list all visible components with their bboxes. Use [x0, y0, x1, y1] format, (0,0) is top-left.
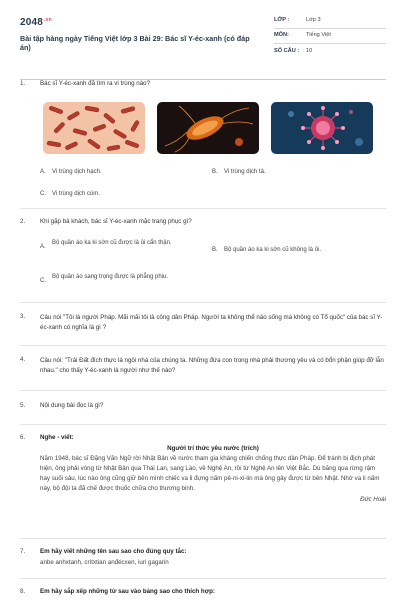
- meta-label: SỐ CÂU :: [274, 47, 300, 54]
- question-3: [20, 313, 386, 333]
- meta-value: 10: [306, 47, 313, 54]
- question-8: [20, 588, 386, 596]
- option-text: Vi trùng dịch cúm.: [52, 191, 100, 197]
- site-logo[interactable]: [20, 16, 252, 30]
- meta-label: MÔN:: [274, 32, 289, 39]
- question-7: [20, 548, 386, 556]
- option-letter: B.: [212, 247, 218, 253]
- question-text: Nội dung bài đọc là gì?: [40, 402, 104, 409]
- divider: [20, 208, 386, 209]
- passage-body: Năm 1948, bác sĩ Đặng Văn Ngữ rời Nhật Bản về nước tham gia kháng chiến chống thực dân Pháp. Để tránh bị địch phát hiện, ông phải vòng từ Nhật Bản qua Thái Lan, sang Lào, về Nghệ An, rồi từ Nghệ An lên Việt Bắc. Dù băng qua rừng rậm hay suối sâu, lúc nào ông cũng giữ bên mình chiếc va li đựng nấm pê-ni-xi-lin mà ông gây được từ bên Nhật. Nhờ va li nấm này, bộ đội ta đã chế được thuốc chữa cho thương binh.: [40, 454, 380, 492]
- dictation-passage: [40, 444, 386, 505]
- divider: [20, 345, 386, 346]
- question-number: 8.: [20, 588, 26, 595]
- option-b[interactable]: [212, 168, 349, 177]
- option-letter: B.: [212, 169, 218, 175]
- divider: [20, 390, 386, 391]
- question-4: [20, 356, 386, 376]
- page-title: Bài tập hàng ngày Tiếng Việt lớp 3 Bài 29: Bác sĩ Y-éc-xanh (có đáp án): [20, 33, 250, 52]
- divider: [20, 302, 386, 303]
- option-letter: A.: [40, 169, 46, 175]
- option-b[interactable]: [212, 246, 384, 255]
- meta-value: Lớp 3: [306, 17, 321, 24]
- question-text: Nghe - viết:: [40, 434, 74, 441]
- option-text: Bộ quần áo ka ki sờn cũ được là ủi cẩn thận.: [52, 240, 172, 246]
- question-text: Câu nói: "Trái Đất đích thực là ngôi nhà của chúng ta. Những đứa con trong nhà phải thương yêu và có bổn phận giúp đỡ lẫn nhau." cho thấy Y-éc-xanh là người như thế nào?: [40, 357, 384, 374]
- question-1-images: [43, 102, 373, 154]
- question-text: Câu nói "Tôi là người Pháp. Mãi mãi tôi là công dân Pháp. Người ta không thể nào sống mà không có Tổ quốc" của bác sĩ Y-éc-xanh có nghĩa là gì ?: [40, 314, 383, 331]
- virus-image: [271, 102, 373, 154]
- option-text: Bộ quần áo ka ki sờn cũ không là ủi.: [224, 247, 321, 253]
- question-6: [20, 434, 386, 442]
- option-letter: A.: [40, 244, 46, 250]
- meta-row-class: [274, 14, 386, 29]
- meta-table: [274, 14, 386, 71]
- question-number: 2.: [20, 218, 26, 225]
- question-number: 3.: [20, 313, 26, 320]
- option-letter: C.: [40, 191, 46, 197]
- option-text: Vi trùng dịch tả.: [224, 169, 266, 175]
- question-number: 4.: [20, 356, 26, 363]
- option-letter: C.: [40, 278, 46, 284]
- question-number: 1.: [20, 80, 26, 87]
- divider: [20, 424, 386, 425]
- question-text: Em hãy viết những tên sau sao cho đúng quy tắc:: [40, 548, 187, 555]
- meta-value: Tiếng Việt: [306, 32, 331, 39]
- option-text: Bộ quần áo sang trọng được là phẳng phiu.: [52, 274, 169, 280]
- option-a[interactable]: [40, 168, 177, 177]
- option-text: Vi trùng dịch hạch.: [52, 169, 102, 175]
- meta-row-subject: [274, 29, 386, 44]
- names-to-correct: anbe anhxtanh, crítxtian anđécxen, iuri gagarin: [40, 559, 169, 566]
- meta-label: LỚP :: [274, 17, 290, 24]
- header: [20, 14, 386, 80]
- question-text: Bác sĩ Y-éc-xanh đã tìm ra vi trùng nào?: [40, 80, 151, 87]
- bacterium-flagella-image: [157, 102, 259, 154]
- header-left: [20, 14, 252, 71]
- question-5: [20, 402, 386, 410]
- logo-text: 2048: [20, 17, 44, 28]
- question-text: Khi gặp bà khách, bác sĩ Y-éc-xanh mặc trang phục gì?: [40, 218, 192, 225]
- option-c[interactable]: [40, 190, 177, 199]
- option-c[interactable]: [40, 273, 177, 285]
- passage-author: Đức Hoài: [360, 495, 386, 503]
- divider: [20, 578, 386, 579]
- question-1: [20, 80, 386, 88]
- question-number: 7.: [20, 548, 26, 555]
- option-a[interactable]: [40, 239, 177, 251]
- question-2: [20, 218, 386, 226]
- question-number: 5.: [20, 402, 26, 409]
- logo-suffix: .vn: [44, 16, 52, 23]
- divider: [20, 538, 386, 539]
- question-text: Em hãy sắp xếp những từ sau vào bảng sao cho thích hợp:: [40, 588, 215, 595]
- meta-row-count: [274, 44, 386, 59]
- passage-title: Người trí thức yêu nước (trích): [167, 445, 259, 452]
- bacilli-image: [43, 102, 145, 154]
- question-number: 6.: [20, 434, 26, 441]
